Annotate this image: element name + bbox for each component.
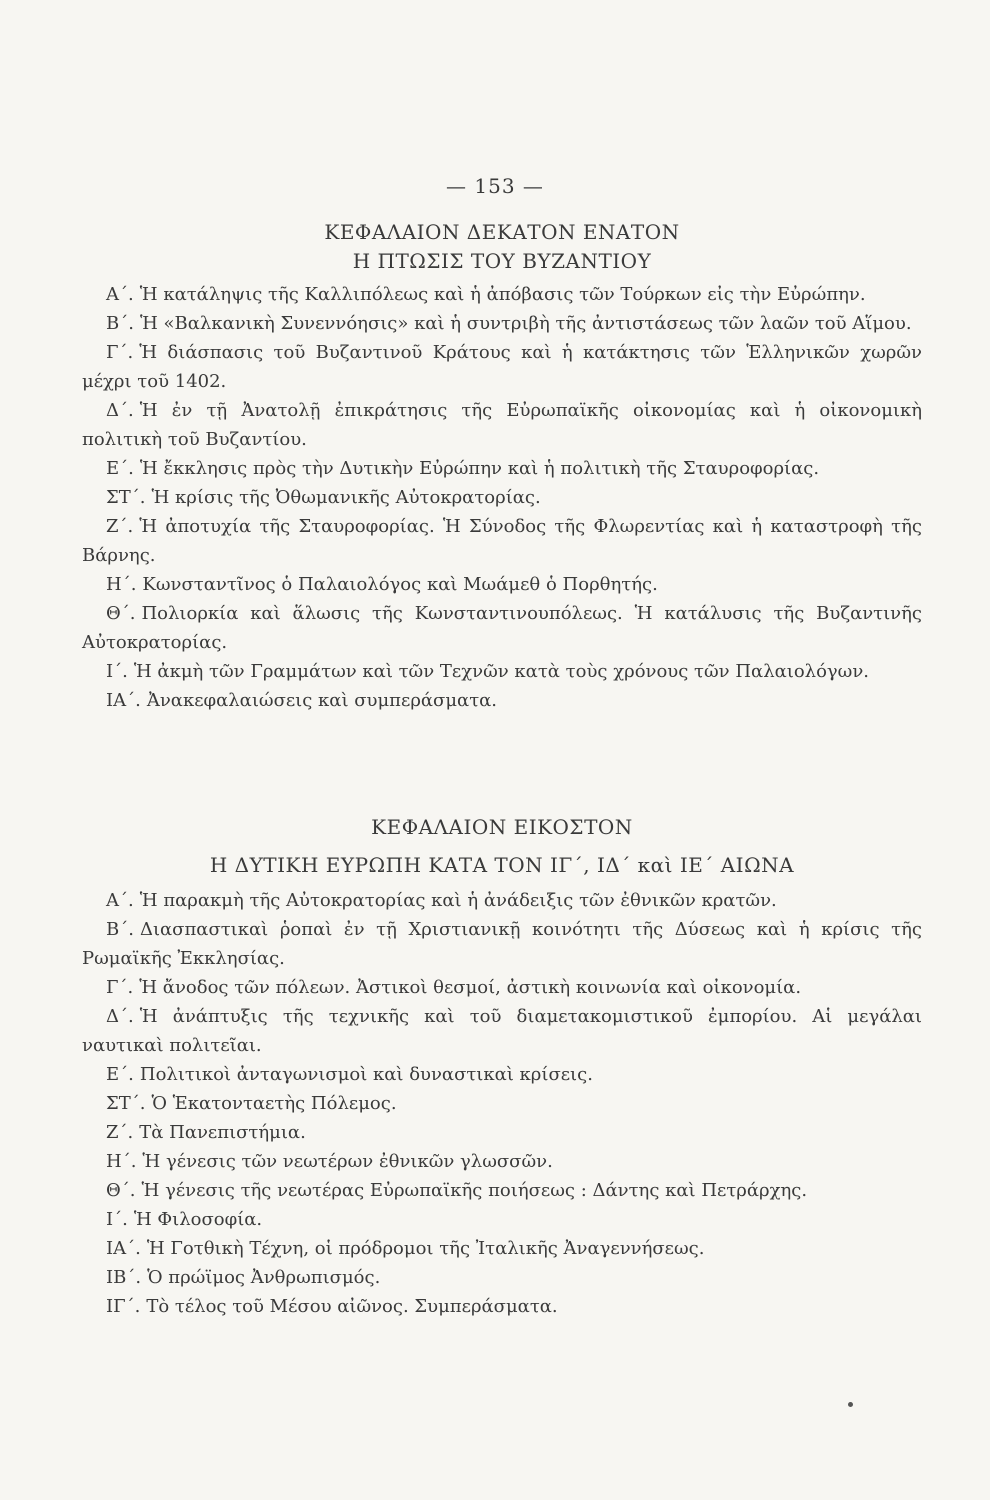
item-number: ΙΒ΄. [106, 1267, 142, 1288]
item-text: Ἡ ἄνοδος τῶν πόλεων. Ἀστικοὶ θεσμοί, ἀστικὴ κοινωνία καὶ οἰκονομία. [139, 977, 802, 998]
item-text: Τὰ Πανεπιστήμια. [139, 1122, 306, 1143]
chapter-nineteen [82, 218, 922, 715]
item-number: Ε΄. [106, 1064, 134, 1085]
item-text: Ἡ ἀκμὴ τῶν Γραμμάτων καὶ τῶν Τεχνῶν κατὰ τοὺς χρόνους τῶν Παλαιολόγων. [133, 661, 870, 682]
item-text: Ἀνακεφαλαιώσεις καὶ συμπεράσματα. [146, 690, 498, 711]
chapter-heading: ΚΕΦΑΛΑΙΟΝ ΕΙΚΟΣΤΟΝ [371, 815, 633, 839]
item-text: Ἡ Φιλοσοφία. [133, 1209, 263, 1230]
chapter-contents-list [82, 886, 922, 1321]
contents-item [82, 686, 922, 715]
item-number: Ε΄. [106, 458, 134, 479]
item-number: Α΄. [106, 284, 134, 305]
chapter-contents-list [82, 280, 922, 715]
item-text: Τὸ τέλος τοῦ Μέσου αἰῶνος. Συμπεράσματα. [146, 1296, 558, 1317]
item-text: Ἡ γένεσις τῆς νεωτέρας Εὐρωπαϊκῆς ποιήσεως : Δάντης καὶ Πετράρχης. [141, 1180, 808, 1201]
contents-item [82, 309, 922, 338]
contents-item [82, 1118, 922, 1147]
contents-item [82, 1205, 922, 1234]
item-number: Β΄. [106, 313, 134, 334]
item-text: Ὁ πρώϊμος Ἀνθρωπισμός. [147, 1267, 381, 1288]
contents-item [82, 1147, 922, 1176]
item-text: Ἡ ἀνάπτυξις τῆς τεχνικῆς καὶ τοῦ διαμετακομιστικοῦ ἐμπορίου. Αἱ μεγάλαι ναυτικαὶ πολιτεῖαι. [82, 1006, 922, 1056]
item-text: Ἡ «Βαλκανικὴ Συνεννόησις» καὶ ἡ συντριβὴ τῆς ἀντιστάσεως τῶν λαῶν τοῦ Αἵμου. [139, 313, 912, 334]
contents-item [82, 396, 922, 454]
item-number: ΙΑ΄. [106, 1238, 141, 1259]
item-number: ΣΤ΄. [106, 1093, 146, 1114]
item-number: Θ΄. [106, 603, 136, 624]
contents-item [82, 1089, 922, 1118]
contents-item [82, 1002, 922, 1060]
contents-item [82, 599, 922, 657]
item-text: Ἡ διάσπασις τοῦ Βυζαντινοῦ Κράτους καὶ ἡ κατάκτησις τῶν Ἑλληνικῶν χωρῶν μέχρι τοῦ 1402. [82, 342, 922, 392]
contents-item [82, 1060, 922, 1089]
item-number: Η΄. [106, 1151, 137, 1172]
ink-speck [848, 1402, 853, 1407]
item-text: Ἡ κρίσις τῆς Ὀθωμανικῆς Αὐτοκρατορίας. [151, 487, 541, 508]
item-number: ΣΤ΄. [106, 487, 146, 508]
item-text: Ἡ παρακμὴ τῆς Αὐτοκρατορίας καὶ ἡ ἀνάδειξις τῶν ἐθνικῶν κρατῶν. [139, 890, 777, 911]
item-number: Ι΄. [106, 1209, 128, 1230]
item-text: Πολιτικοὶ ἀνταγωνισμοὶ καὶ δυναστικαὶ κρίσεις. [139, 1064, 593, 1085]
chapter-twenty [82, 812, 922, 1321]
contents-item [82, 973, 922, 1002]
item-number: Ζ΄. [106, 1122, 134, 1143]
item-number: ΙΑ΄. [106, 690, 141, 711]
item-text: Ὁ Ἑκατονταετὴς Πόλεμος. [151, 1093, 397, 1114]
item-text: Κωνσταντῖνος ὁ Παλαιολόγος καὶ Μωάμεθ ὁ Πορθητής. [142, 574, 658, 595]
contents-item [82, 483, 922, 512]
item-text: Διασπαστικαὶ ῥοπαὶ ἐν τῇ Χριστιανικῇ κοινότητι τῆς Δύσεως καὶ ἡ κρίσις τῆς Ρωμαϊκῆς Ἐκκλησίας. [82, 919, 922, 969]
item-text: Ἡ γένεσις τῶν νεωτέρων ἐθνικῶν γλωσσῶν. [142, 1151, 553, 1172]
chapter-subtitle: Η ΠΤΩΣΙΣ ΤΟΥ ΒΥΖΑΝΤΙΟΥ [352, 249, 652, 273]
chapter-subtitle: Η ΔΥΤΙΚΗ ΕΥΡΩΠΗ ΚΑΤΑ ΤΟΝ ΙΓ΄, ΙΔ΄ καὶ ΙΕ΄ ΑΙΩΝΑ [209, 853, 795, 877]
item-number: Η΄. [106, 574, 137, 595]
item-text: Ἡ ἔκκλησις πρὸς τὴν Δυτικὴν Εὐρώπην καὶ ἡ πολιτικὴ τῆς Σταυροφορίας. [139, 458, 820, 479]
contents-item [82, 886, 922, 915]
item-text: Πολιορκία καὶ ἅλωσις τῆς Κωνσταντινουπόλεως. Ἡ κατάλυσις τῆς Βυζαντινῆς Αὐτοκρατορίας. [82, 603, 922, 653]
item-number: Γ΄. [106, 342, 134, 363]
item-number: Ι΄. [106, 661, 128, 682]
contents-item [82, 570, 922, 599]
item-text: Ἡ ἐν τῇ Ἀνατολῇ ἐπικράτησις τῆς Εὐρωπαϊκῆς οἰκονομίας καὶ ἡ οἰκονομικὴ πολιτικὴ τοῦ Βυζαντίου. [82, 400, 922, 450]
contents-item [82, 280, 922, 309]
contents-item [82, 1176, 922, 1205]
contents-item [82, 338, 922, 396]
contents-item [82, 657, 922, 686]
item-number: Γ΄. [106, 977, 134, 998]
item-number: Δ΄. [106, 400, 134, 421]
item-number: Ζ΄. [106, 516, 134, 537]
contents-item [82, 1263, 922, 1292]
page-number: — 153 — [446, 174, 544, 198]
item-number: Θ΄. [106, 1180, 136, 1201]
contents-item [82, 512, 922, 570]
contents-item [82, 1234, 922, 1263]
item-text: Ἡ Γοτθικὴ Τέχνη, οἱ πρόδρομοι τῆς Ἰταλικῆς Ἀναγεννήσεως. [146, 1238, 705, 1259]
item-number: ΙΓ΄. [106, 1296, 141, 1317]
chapter-heading: ΚΕΦΑΛΑΙΟΝ ΔΕΚΑΤΟΝ ΕΝΑΤΟΝ [324, 220, 680, 244]
item-number: Β΄. [106, 919, 134, 940]
contents-item [82, 454, 922, 483]
contents-item [82, 1292, 922, 1321]
contents-item [82, 915, 922, 973]
item-number: Α΄. [106, 890, 134, 911]
item-text: Ἡ κατάληψις τῆς Καλλιπόλεως καὶ ἡ ἀπόβασις τῶν Τούρκων εἰς τὴν Εὐρώπην. [139, 284, 866, 305]
item-text: Ἡ ἀποτυχία τῆς Σταυροφορίας. Ἡ Σύνοδος τῆς Φλωρεντίας καὶ ἡ καταστροφὴ τῆς Βάρνης. [82, 516, 922, 566]
item-number: Δ΄. [106, 1006, 134, 1027]
